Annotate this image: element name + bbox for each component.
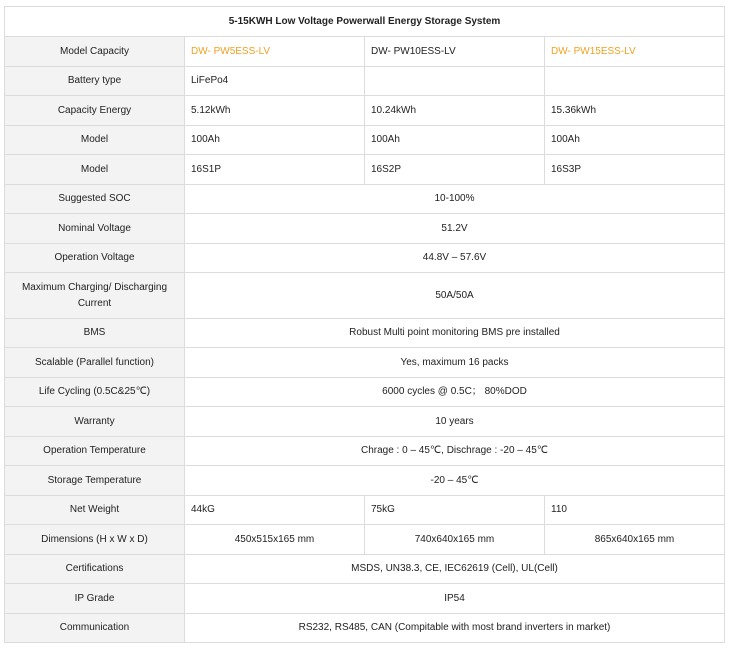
row-label: Warranty (5, 407, 185, 437)
row-label: Model (5, 155, 185, 185)
table-row-model-ah (5, 126, 725, 155)
row-label: Life Cycling (0.5C&25℃) (5, 378, 185, 407)
cell-value: 16S3P (545, 155, 725, 185)
row-label: BMS (5, 319, 185, 348)
row-label: Nominal Voltage (5, 214, 185, 244)
table-row-suggested-soc (5, 185, 725, 214)
row-label: Scalable (Parallel function) (5, 348, 185, 378)
table-row-nominal-voltage (5, 214, 725, 244)
table-row-warranty (5, 407, 725, 437)
cell-value: 10 years (185, 407, 725, 437)
table-row-certifications (5, 555, 725, 584)
cell-value: 865x640x165 mm (545, 525, 725, 555)
row-label: Capacity Energy (5, 96, 185, 126)
cell-model-15: DW- PW15ESS-LV (545, 37, 725, 67)
table-row-communication (5, 614, 725, 643)
table-row-battery-type (5, 67, 725, 96)
cell-value: 51.2V (185, 214, 725, 244)
cell-empty (365, 67, 545, 96)
cell-value: 75kG (365, 496, 545, 525)
cell-value: Robust Multi point monitoring BMS pre installed (185, 319, 725, 348)
row-label: Dimensions (H x W x D) (5, 525, 185, 555)
row-label: Communication (5, 614, 185, 643)
table-row-operation-voltage (5, 244, 725, 273)
cell-empty (545, 67, 725, 96)
cell-value: 6000 cycles @ 0.5C； 80%DOD (185, 378, 725, 407)
table-row-net-weight (5, 496, 725, 525)
cell-value: RS232, RS485, CAN (Compitable with most brand inverters in market) (185, 614, 725, 643)
spec-table (4, 6, 725, 643)
table-row-model-config (5, 155, 725, 185)
row-label: Maximum Charging/ Discharging Current (5, 273, 185, 319)
row-label: Net Weight (5, 496, 185, 525)
row-label: Operation Temperature (5, 437, 185, 466)
table-row-max-current (5, 273, 725, 319)
row-label: IP Grade (5, 584, 185, 614)
cell-value: 100Ah (365, 126, 545, 155)
cell-value: 110 (545, 496, 725, 525)
cell-value: -20 – 45℃ (185, 466, 725, 496)
row-label: Model (5, 126, 185, 155)
row-label: Certifications (5, 555, 185, 584)
row-label: Operation Voltage (5, 244, 185, 273)
cell-value: 5.12kWh (185, 96, 365, 126)
cell-value: 44.8V – 57.6V (185, 244, 725, 273)
cell-value: 16S2P (365, 155, 545, 185)
table-row-life-cycling (5, 378, 725, 407)
cell-model-5: DW- PW5ESS-LV (185, 37, 365, 67)
cell-value: 10.24kWh (365, 96, 545, 126)
row-label: Storage Temperature (5, 466, 185, 496)
table-title: 5-15KWH Low Voltage Powerwall Energy Storage System (5, 7, 725, 37)
cell-value: 450x515x165 mm (185, 525, 365, 555)
table-row-capacity-energy (5, 96, 725, 126)
cell-value: IP54 (185, 584, 725, 614)
cell-model-10: DW- PW10ESS-LV (365, 37, 545, 67)
table-row-dimensions (5, 525, 725, 555)
cell-value: 100Ah (185, 126, 365, 155)
row-label: Battery type (5, 67, 185, 96)
table-row-operation-temperature (5, 437, 725, 466)
cell-value: 50A/50A (185, 273, 725, 319)
cell-value: Yes, maximum 16 packs (185, 348, 725, 378)
cell-value: MSDS, UN38.3, CE, IEC62619 (Cell), UL(Cell) (185, 555, 725, 584)
row-label: Suggested SOC (5, 185, 185, 214)
cell-value: 16S1P (185, 155, 365, 185)
row-label: Model Capacity (5, 37, 185, 67)
table-row-scalable (5, 348, 725, 378)
cell-value: Chrage : 0 – 45℃, Dischrage : -20 – 45℃ (185, 437, 725, 466)
cell-value: 15.36kWh (545, 96, 725, 126)
table-title-row (5, 7, 725, 37)
cell-value: 100Ah (545, 126, 725, 155)
table-row-storage-temperature (5, 466, 725, 496)
table-row-bms (5, 319, 725, 348)
cell-value: LiFePo4 (185, 67, 365, 96)
cell-value: 10-100% (185, 185, 725, 214)
cell-value: 740x640x165 mm (365, 525, 545, 555)
table-row-ip-grade (5, 584, 725, 614)
table-row-model-capacity (5, 37, 725, 67)
cell-value: 44kG (185, 496, 365, 525)
